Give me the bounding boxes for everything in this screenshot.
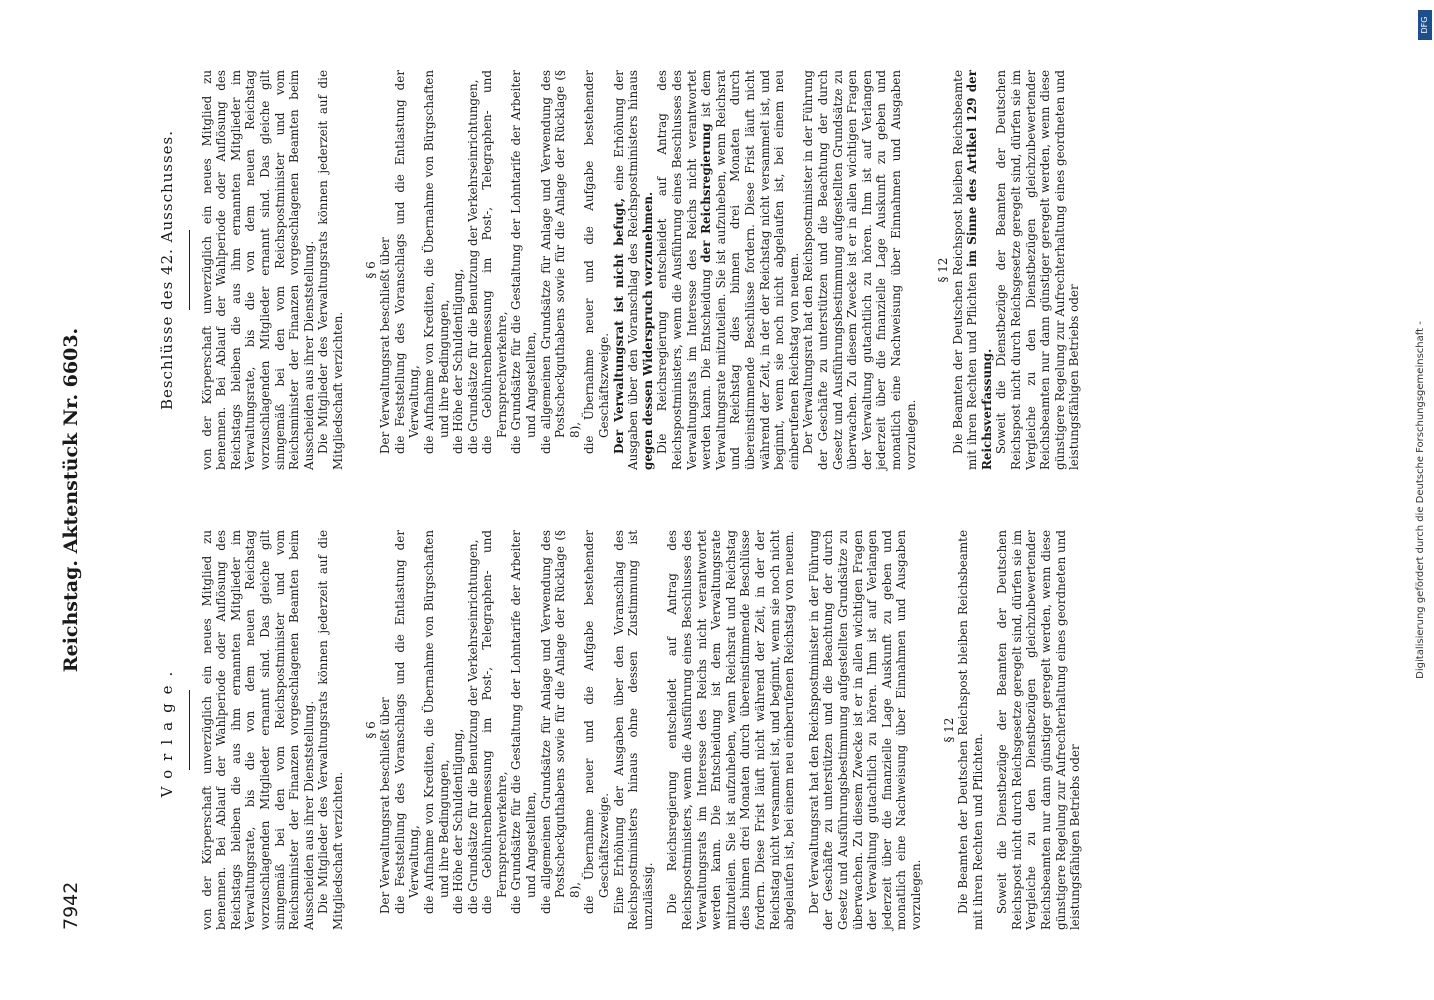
list-item: die Feststellung des Voranschlags und die Entlastung der Verwaltung, bbox=[392, 70, 422, 454]
column-vorlage bbox=[160, 530, 1083, 930]
list-item: die Übernahme neuer und die Aufgabe bestehender Geschäftszweige. bbox=[582, 70, 612, 454]
list-item: die Grundsätze für die Gestaltung der Lohntarife der Arbeiter und Angestellten, bbox=[509, 530, 539, 914]
list-item: die Übernahme neuer und die Aufgabe bestehender Geschäftszweige. bbox=[582, 530, 612, 914]
list bbox=[393, 70, 612, 470]
paragraph bbox=[951, 70, 995, 470]
list-item: die allgemeinen Grundsätze für Anlage und Verwendung des Postscheckguthabens sowie für die Anlage der Rücklage (§ 8), bbox=[538, 70, 582, 454]
list-item: die Aufnahme von Krediten, die Übernahme von Bürgschaften und ihre Bedingungen, bbox=[421, 530, 451, 914]
list-item: die Grundsätze für die Benutzung der Verkehrseinrichtungen, bbox=[465, 79, 480, 454]
column-title: Beschlüsse des 42. Ausschusses. bbox=[158, 129, 176, 411]
paragraph: Der Verwaltungsrat beschließt über bbox=[378, 237, 393, 454]
paragraph: von der Körperschaft unverzüglich ein neues Mitglied zu benennen. Bei Ablauf der Wahlperiode oder Auflösung des Reichstags bleiben die aus ihm ernannten Mitglieder im Verwaltungsrate, bis die von dem neuen Reichstag vorzuschlagenden Mitglieder ernannt sind. Das gleiche gilt sinngemäß bei den vom Reichspostminister und vom Reichsminister der Finanzen vorgeschlagenen Beamten beim Ausscheiden aus ihrer Dienststellung. bbox=[199, 70, 316, 470]
text: Die Reichsregierung entscheidet auf Antrag des Reichspostministers, wenn die Ausführung eines Beschlusses des Verwaltungsrats im Interesse des Reichs nicht verantwortet werden kann. Die Entscheidung bbox=[655, 70, 714, 470]
list-item: die Höhe der Schuldentilgung, bbox=[451, 728, 466, 914]
column-title: Vorlage. bbox=[158, 662, 176, 798]
divider bbox=[189, 230, 190, 310]
section-heading: § 12 bbox=[941, 717, 956, 743]
paragraph: Der Verwaltungsrat hat den Reichspostminister in der Führung der Geschäfte zu unterstützen und die Beachtung der durch Gesetz und Ausführungsbestimmung aufgestellten Grundsätze zu überwachen. Zu diesem Zwecke ist er in allen wichtigen Fragen der Verwaltung gutachtlich zu hören. Ihm ist auf Verlangen jederzeit über die finanzielle Lage Auskunft zu geben und monatlich eine Nachweisung über Einnahmen und Ausgaben vorzulegen. bbox=[806, 530, 923, 930]
paragraph: Soweit die Dienstbezüge der Beamten der Deutschen Reichspost nicht durch Reichsgesetze geregelt sind, dürfen sie im Vergleiche zu den Dienstbezügen gleichzubewertender Reichsbeamten nur dann günstiger geregelt werden, wenn diese günstigere Regelung zur Aufrechterhaltung eines geordneten und leistungsfähigen Betriebs oder bbox=[995, 530, 1083, 930]
list-item: die Gebührenbemessung im Post-, Telegraphen- und Fernsprechverkehre, bbox=[480, 70, 509, 454]
dfg-logo: DFG bbox=[1418, 10, 1432, 40]
page-title: Reichstag. Aktenstück Nr. 6603. bbox=[60, 327, 82, 673]
paragraph bbox=[655, 70, 801, 470]
list-item: die Grundsätze für die Benutzung der Verkehrseinrichtungen, bbox=[465, 539, 480, 914]
paragraph: Die Mitglieder des Verwaltungsrats können jederzeit auf die Mitgliedschaft verzichten. bbox=[316, 530, 345, 930]
list bbox=[393, 530, 612, 930]
bold-text: im Sinne des Artikel 129 der Reichsverfassung. bbox=[965, 70, 994, 470]
paragraph: Der Verwaltungsrat beschließt über bbox=[378, 697, 393, 914]
list-item: die Gebührenbemessung im Post-, Telegraphen- und Fernsprechverkehre, bbox=[480, 530, 509, 914]
text: ist dem Verwaltungsrate mitzuteilen. Sie ist aufzuheben, wenn Reichsrat und Reichstag dies binnen drei Monaten durch übereinstimmende Beschlüsse fordern. Diese Frist läuft nicht während der Zeit, in der der Reichstag nicht versammelt ist, und beginnt, wenn sie noch nicht abgelaufen ist, bei einem neu einberufenen Reichstag von neuem. bbox=[699, 69, 801, 470]
paragraph: Soweit die Dienstbezüge der Beamten der Deutschen Reichspost nicht durch Reichsgesetze geregelt sind, dürfen sie im Vergleiche zu den Dienstbezügen gleichzubewertender Reichsbeamten nur dann günstiger geregelt werden, wenn diese günstigere Regelung zur Aufrechterhaltung eines geordneten und leistungsfähigen Betriebs oder bbox=[994, 70, 1082, 470]
list-item: die Höhe der Schuldentilgung, bbox=[451, 268, 466, 454]
bold-text: Der Verwaltungsrat ist nicht befugt, bbox=[611, 198, 626, 454]
text: eine Erhöhung der Ausgaben über den Voranschlag des Reichspostministers hinaus bbox=[611, 70, 641, 470]
list-item: die Grundsätze für die Gestaltung der Lohntarife der Arbeiter und Angestellten, bbox=[509, 70, 539, 454]
paragraph: Eine Erhöhung der Ausgaben über den Voranschlag des Reichspostministers hinaus ohne dessen Zustimmung ist unzulässig. bbox=[611, 530, 655, 930]
bold-text: der Reichsregierung bbox=[699, 123, 714, 263]
list-item: die Feststellung des Voranschlags und die Entlastung der Verwaltung, bbox=[392, 530, 422, 914]
paragraph: Die Reichsregierung entscheidet auf Antrag des Reichspostministers, wenn die Ausführung eines Beschlusses des Verwaltungsrats im Interesse des Reichs nicht verantwortet werden kann. Die Entscheidung ist dem Verwaltungsrate mitzuteilen. Sie ist aufzuheben, wenn Reichsrat und Reichstag dies binnen drei Monaten durch übereinstimmende Beschlüsse fordern. Diese Frist läuft nicht während der Zeit, in der der Reichstag nicht versammelt ist, und beginnt, wenn sie noch nicht abgelaufen ist, bei einem neu einberufenen Reichstag von neuem. bbox=[665, 530, 797, 930]
digitization-watermark: Digitalisierung gefördert durch die Deutsche Forschungsgemeinschaft - bbox=[1415, 321, 1426, 679]
paragraph: Die Mitglieder des Verwaltungsrats können jederzeit auf die Mitgliedschaft verzichten. bbox=[316, 70, 345, 470]
list-item: die allgemeinen Grundsätze für Anlage und Verwendung des Postscheckguthabens sowie für die Anlage der Rücklage (§ 8), bbox=[538, 530, 582, 914]
section-heading: § 6 bbox=[363, 261, 378, 279]
divider bbox=[189, 690, 190, 770]
section-heading: § 6 bbox=[363, 721, 378, 739]
column-beschluesse bbox=[160, 70, 1082, 470]
text: Die Beamten der Deutschen Reichspost bleiben Reichsbeamte mit ihren Rechten und Pflichten bbox=[950, 70, 980, 470]
paragraph bbox=[612, 70, 656, 470]
page-number: 7942 bbox=[60, 881, 82, 930]
section-heading: § 12 bbox=[936, 257, 951, 283]
list-item: die Aufnahme von Krediten, die Übernahme von Bürgschaften und ihre Bedingungen, bbox=[421, 70, 451, 454]
paragraph: Die Beamten der Deutschen Reichspost bleiben Reichsbeamte mit ihren Rechten und Pflichten. bbox=[956, 530, 985, 930]
paragraph: von der Körperschaft unverzüglich ein neues Mitglied zu benennen. Bei Ablauf der Wahlperiode oder Auflösung des Reichstags bleiben die aus ihm ernannten Mitglieder im Verwaltungsrate, bis die von dem neuen Reichstag vorzuschlagenden Mitglieder ernannt sind. Das gleiche gilt sinngemäß bei den vom Reichspostminister und vom Reichsminister der Finanzen vorgeschlagenen Beamten beim Ausscheiden aus ihrer Dienststellung. bbox=[199, 530, 316, 930]
page-header bbox=[60, 70, 86, 930]
bold-text: gegen dessen Widerspruch vorzunehmen. bbox=[640, 191, 655, 470]
paragraph: Der Verwaltungsrat hat den Reichspostminister in der Führung der Geschäfte zu unterstützen und die Beachtung der durch Gesetz und Ausführungsbestimmung aufgestellten Grundsätze zu überwachen. Zu diesem Zwecke ist er in allen wichtigen Fragen der Verwaltung gutachtlich zu hören. Ihm ist auf Verlangen jederzeit über die finanzielle Lage Auskunft zu geben und monatlich eine Nachweisung über Einnahmen und Ausgaben vorzulegen. bbox=[801, 70, 918, 470]
